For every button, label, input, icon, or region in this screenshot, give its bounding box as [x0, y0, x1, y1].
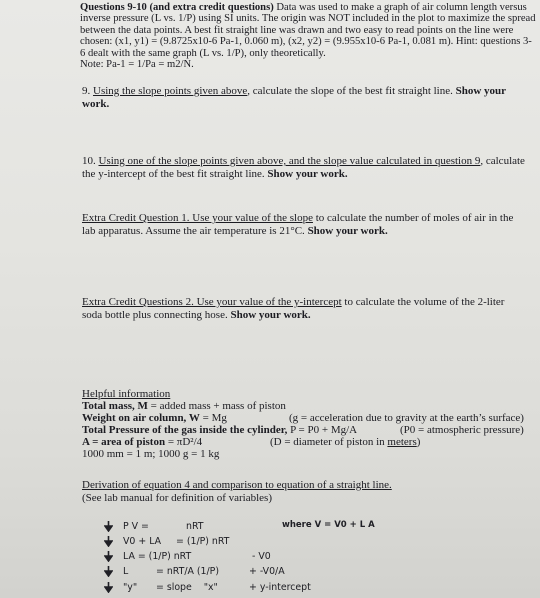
derivation-title: Derivation of equation 4 and comparison to equation of a straight line. — [82, 479, 392, 491]
help-line-pressure — [82, 424, 532, 436]
question-10-underlined: Using one of the slope points given above, and the slope value calculated in question 9 — [98, 155, 481, 167]
help-weight-label: Weight on air column, W — [82, 412, 200, 424]
derivation-row-2-lhs: V0 + LA — [123, 536, 162, 547]
intro-text: Data was used to make a graph of air column length versus inverse pressure (L vs. 1/P) using SI units. The origin was NOT included in the plot to maximize the spread between the data points. A best fit straight line was drawn and two easy to read points on the line were chosen: (x1, y1) = (9.8725x10-6 Pa-1, 0.060 m), (x2, y2) = (9.955x10-6 Pa-1, 0.081 m). Hint: questions 3-6 dealt with the same graph (L vs. 1/P), only theoretically. — [80, 2, 536, 59]
extra-credit-2-underlined: Extra Credit Questions 2. Use your value of the y-intercept — [82, 296, 342, 308]
bullet-arrow-icon — [104, 536, 113, 547]
derivation-subtitle: (See lab manual for definition of variables) — [82, 491, 272, 504]
help-pressure-value: P = P0 + Mg/A — [287, 424, 358, 436]
derivation-row-4-rhs: = nRT/A (1/P) — [156, 566, 219, 577]
derivation-row-3-lhs: LA = (1/P) nRT — [123, 551, 192, 562]
extra-credit-2 — [82, 296, 527, 321]
extra-credit-1-show-work: Show your work. — [307, 224, 388, 237]
helpful-information — [82, 388, 532, 460]
intro-note: Note: Pa-1 = 1/Pa = m2/N. — [80, 59, 194, 71]
help-area-note: (D = diameter of piston in — [270, 436, 388, 448]
bullet-arrow-icon — [104, 582, 113, 593]
bullet-arrow-icon — [104, 566, 113, 577]
derivation-row-2-rhs: = (1/P) nRT — [176, 536, 230, 547]
bullet-arrow-icon — [104, 521, 113, 532]
derivation-section — [82, 479, 532, 504]
help-line-total-mass — [82, 400, 532, 412]
derivation-where: where V = V0 + L A — [282, 520, 375, 530]
help-weight-note: (g = acceleration due to gravity at the earth’s surface) — [289, 412, 524, 424]
extra-credit-1 — [82, 212, 527, 237]
extra-credit-1-text: to calculate the number of moles of air in the lab apparatus. Assume the air temperature is 21°C. — [82, 212, 514, 237]
help-area-value: = πD²/4 — [165, 436, 203, 448]
question-9-text: , calculate the slope of the best fit straight line. — [247, 85, 453, 97]
help-area-note-close: ) — [416, 436, 421, 448]
help-area-label: A = area of piston — [82, 436, 166, 448]
derivation-row-4-lhs: L — [123, 566, 129, 577]
help-area-note-meters: meters — [387, 436, 417, 448]
extra-credit-2-text: to calculate the volume of the 2-liter soda bottle plus connecting hose. — [82, 296, 505, 321]
help-total-mass-label: Total mass, M — [82, 400, 148, 412]
derivation-row-5-rhs: = slope "x" — [156, 582, 218, 593]
intro-heading: Questions 9-10 (and extra credit questions) — [80, 2, 274, 13]
question-10 — [82, 155, 530, 180]
question-9-show-work: Show your work. — [82, 85, 506, 110]
help-total-mass-value: = added mass + mass of piston — [147, 400, 286, 412]
help-line-area — [82, 436, 532, 448]
derivation-row-1-lhs: P V = — [123, 521, 149, 532]
help-pressure-label: Total Pressure of the gas inside the cylinder, — [82, 424, 288, 436]
help-units: 1000 mm = 1 m; 1000 g = 1 kg — [82, 448, 220, 460]
help-title: Helpful information — [82, 388, 171, 400]
help-line-weight — [82, 412, 532, 424]
intro-paragraph — [80, 2, 536, 70]
derivation-row-5-lhs: "y" — [123, 582, 138, 593]
question-10-text: , calculate the y-intercept of the best fit straight line. — [82, 155, 525, 180]
help-line-units — [82, 448, 532, 460]
help-pressure-note: (P0 = atmospheric pressure) — [400, 424, 524, 436]
derivation-row-4-note: + -V0/A — [249, 566, 285, 577]
question-10-number: 10. — [82, 155, 96, 167]
question-9 — [82, 85, 522, 110]
question-10-show-work: Show your work. — [267, 167, 348, 180]
derivation-row-5-note: + y-intercept — [249, 582, 311, 593]
derivation-row-3-note: - V0 — [252, 551, 271, 562]
bullet-arrow-icon — [104, 551, 113, 562]
extra-credit-1-underlined: Extra Credit Question 1. Use your value of the slope — [82, 212, 313, 224]
extra-credit-2-show-work: Show your work. — [230, 308, 311, 321]
question-9-number: 9. — [82, 85, 91, 97]
question-9-underlined: Using the slope points given above — [93, 85, 248, 97]
help-weight-value: = Mg — [199, 412, 227, 424]
derivation-row-1-rhs: nRT — [186, 521, 204, 532]
